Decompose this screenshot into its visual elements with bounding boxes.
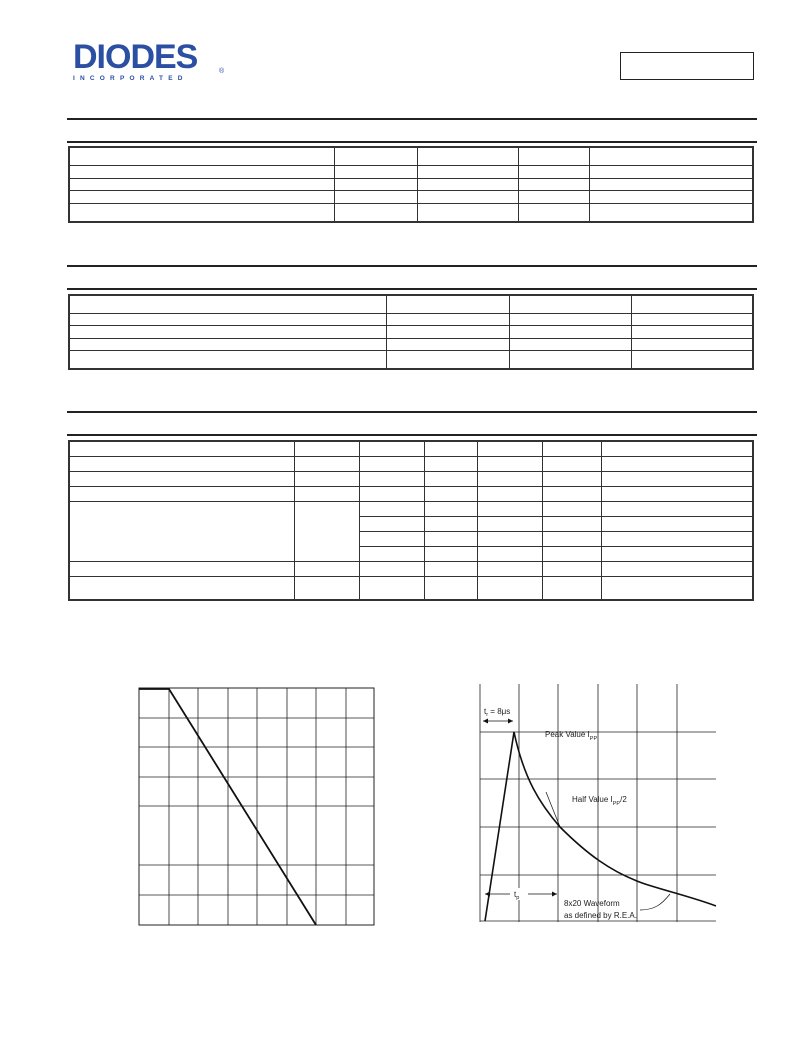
logo-wordmark: DIODES [73, 38, 198, 76]
tp-label: $t_p$ [514, 890, 520, 901]
section-rule-top-2 [67, 265, 757, 267]
table-row [69, 456, 753, 471]
table-row [69, 191, 753, 204]
table-row [69, 147, 753, 166]
table-row [69, 178, 753, 191]
ratings-table [68, 146, 754, 223]
derating-curve [139, 689, 316, 925]
table-row [69, 326, 753, 338]
derating-chart [139, 688, 375, 926]
section-rule-top-1 [67, 118, 757, 120]
tr-label: $t_r = 8\mu s$ [484, 707, 511, 718]
section-rule-bottom-3 [67, 434, 757, 436]
waveform-label-line1: 8x20 Waveform [564, 899, 620, 908]
table-row [69, 338, 753, 350]
table-row [69, 561, 753, 576]
table-row [69, 314, 753, 326]
logo-subtext: INCORPORATED [73, 75, 188, 82]
pulse-waveform-chart [480, 684, 720, 924]
chart-gridlines [139, 688, 374, 925]
thermal-table [68, 294, 754, 370]
table-row [69, 501, 753, 516]
waveform-label-line2: as defined by R.E.A. [564, 911, 637, 920]
table-row [69, 441, 753, 456]
section-rule-top-3 [67, 411, 757, 413]
diodes-logo [73, 40, 233, 84]
electrical-table [68, 440, 754, 601]
section-rule-bottom-2 [67, 288, 757, 290]
table-row [69, 576, 753, 600]
waveform-leader [640, 894, 670, 910]
half-value-label: Half Value $I_{PP}/2$ [572, 795, 627, 807]
peak-value-label: Peak Value $I_{PP}$ [545, 730, 598, 742]
table-row [69, 350, 753, 369]
section-rule-bottom-1 [67, 141, 757, 143]
table-row [69, 471, 753, 486]
chart-frame [139, 688, 374, 925]
part-number-box [620, 52, 754, 80]
logo-registered-mark: ® [219, 68, 225, 75]
table-row [69, 166, 753, 179]
table-row [69, 203, 753, 222]
table-row [69, 295, 753, 314]
table-row [69, 486, 753, 501]
